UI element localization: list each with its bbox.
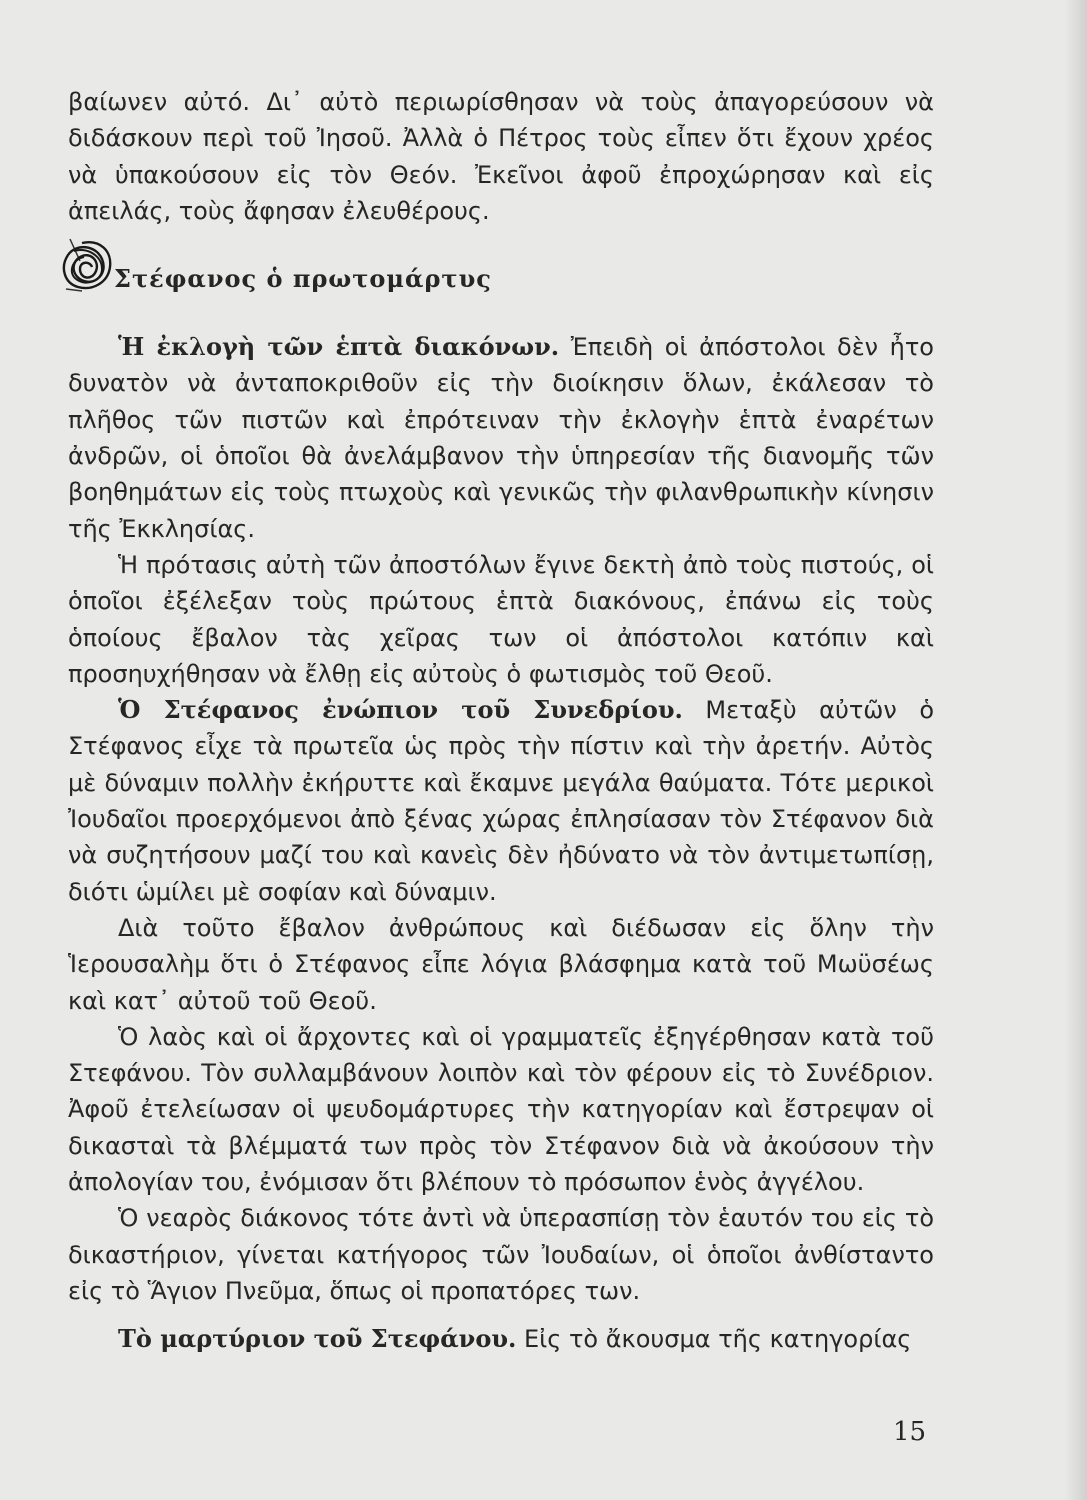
runin-title-7: Τὸ μαρτύριον τοῦ Στεφάνου. <box>118 1324 517 1354</box>
paragraph-4 <box>68 910 934 1019</box>
runin-title-1: Ἡ ἐκλογὴ τῶν ἑπτὰ διακόνων. <box>118 332 560 362</box>
intro-paragraph: βαίωνεν αὐτό. Δι᾽ αὐτὸ περιωρίσθησαν νὰ τοὺς ἀπαγορεύσουν νὰ διδάσκουν περὶ τοῦ Ἰησοῦ. Ἀλλὰ ὁ Πέτρος τοὺς εἶπεν ὅτι ἔχουν χρέος νὰ ὑπακούσουν εἰς τὸν Θεόν. Ἐκεῖνοι ἀφοῦ ἐπροχώρησαν καὶ εἰς ἀπειλάς, τοὺς ἄφησαν ἐλευθέρους. <box>68 88 934 225</box>
paragraph-7 <box>68 1321 934 1357</box>
pen-scribble-mark <box>52 231 122 301</box>
paragraph-6 <box>68 1200 934 1309</box>
runin-title-3: Ὁ Στέφανος ἐνώπιον τοῦ Συνεδρίου. <box>118 695 683 725</box>
paragraph-1 <box>68 329 934 547</box>
heading-title: Στέφανος ὁ πρωτομάρτυς <box>114 264 492 294</box>
page-number: 15 <box>893 1417 927 1447</box>
paragraph-5-text: Ὁ λαὸς καὶ οἱ ἄρχοντες καὶ οἱ γραμματεῖς ἐξηγέρθησαν κατὰ τοῦ Στεφάνου. Τὸν συλλαμβάνουν λοιπὸν καὶ τὸν φέρουν εἰς τὸ Συνέδριον. Ἀφοῦ ἐτελείωσαν οἱ ψευδομάρτυρες τὴν κατηγορίαν καὶ ἔστρεψαν οἱ δικασταὶ τὰ βλέμματά των πρὸς τὸν Στέφανον διὰ νὰ ἀκούσουν τὴν ἀπολογίαν του, ἐνόμισαν ὅτι βλέπουν τὸ πρόσωπον ἑνὸς ἀγγέλου. <box>68 1022 934 1197</box>
paragraph-2 <box>68 547 934 692</box>
paragraph-6-text: Ὁ νεαρὸς διάκονος τότε ἀντὶ νὰ ὑπερασπίσῃ τὸν ἑαυτόν του εἰς τὸ δικαστήριον, γίνεται κατήγορος τῶν Ἰουδαίων, οἱ ὁποῖοι ἀνθίσταντο εἰς τὸ Ἅγιον Πνεῦμα, ὅπως οἱ προπατόρες των. <box>68 1204 934 1305</box>
paragraph-1-text: Ἐπειδὴ οἱ ἀπόστολοι δὲν ἦτο δυνατὸν νὰ ἀνταποκριθοῦν εἰς τὴν διοίκησιν ὅλων, ἐκάλεσαν τὸ πλῆθος τῶν πιστῶν καὶ ἐπρότειναν τὴν ἐκλογὴν ἑπτὰ ἐναρέτων ἀνδρῶν, οἱ ὁποῖοι θὰ ἀνελάμβανον τὴν ὑπηρεσίαν τῆς διανομῆς τῶν βοηθημάτων εἰς τοὺς πτωχοὺς καὶ γενικῶς τὴν φιλανθρωπικὴν κίνησιν τῆς Ἐκκλησίας. <box>68 333 934 543</box>
paragraph-5 <box>68 1019 934 1200</box>
paragraph-2-text: Ἡ πρότασις αὐτὴ τῶν ἀποστόλων ἔγινε δεκτὴ ἀπὸ τοὺς πιστούς, οἱ ὁποῖοι ἐξέλεξαν τοὺς πρώτους ἑπτὰ διακόνους, ἐπάνω εἰς τοὺς ὁποίους ἔβαλον τὰς χεῖρας των οἱ ἀπόστολοι κατόπιν καὶ προσηυχήθησαν νὰ ἔλθῃ εἰς αὐτοὺς ὁ φωτισμὸς τοῦ Θεοῦ. <box>68 550 934 688</box>
page-edge-shadow <box>1065 0 1087 1500</box>
paragraph-3-text: Μεταξὺ αὐτῶν ὁ Στέφανος εἶχε τὰ πρωτεῖα ὡς πρὸς τὴν πίστιν καὶ τὴν ἀρετήν. Αὐτὸς μὲ δύναμιν πολλὴν ἐκήρυττε καὶ ἔκαμνε μεγάλα θαύματα. Τότε μερικοὶ Ἰουδαῖοι προερχόμενοι ἀπὸ ξένας χώρας ἐπλησίασαν τὸν Στέφανον διὰ νὰ συζητήσουν μαζί του καὶ κανεὶς δὲν ἠδύνατο νὰ τὸν ἀντιμετωπίσῃ, διότι ὡμίλει μὲ σοφίαν καὶ δύναμιν. <box>68 696 935 906</box>
body-text <box>68 84 934 1358</box>
paragraph-4-text: Διὰ τοῦτο ἔβαλον ἀνθρώπους καὶ διέδωσαν εἰς ὅλην τὴν Ἱερουσαλὴμ ὅτι ὁ Στέφανος εἶπε λόγια βλάσφημα κατὰ τοῦ Μωϋσέως καὶ κατ᾽ αὐτοῦ τοῦ Θεοῦ. <box>68 913 934 1015</box>
paragraph-3 <box>68 692 934 910</box>
section-heading <box>68 259 934 299</box>
paragraph-7-text: Εἰς τὸ ἄκουσμα τῆς κατηγορίας <box>516 1325 912 1354</box>
